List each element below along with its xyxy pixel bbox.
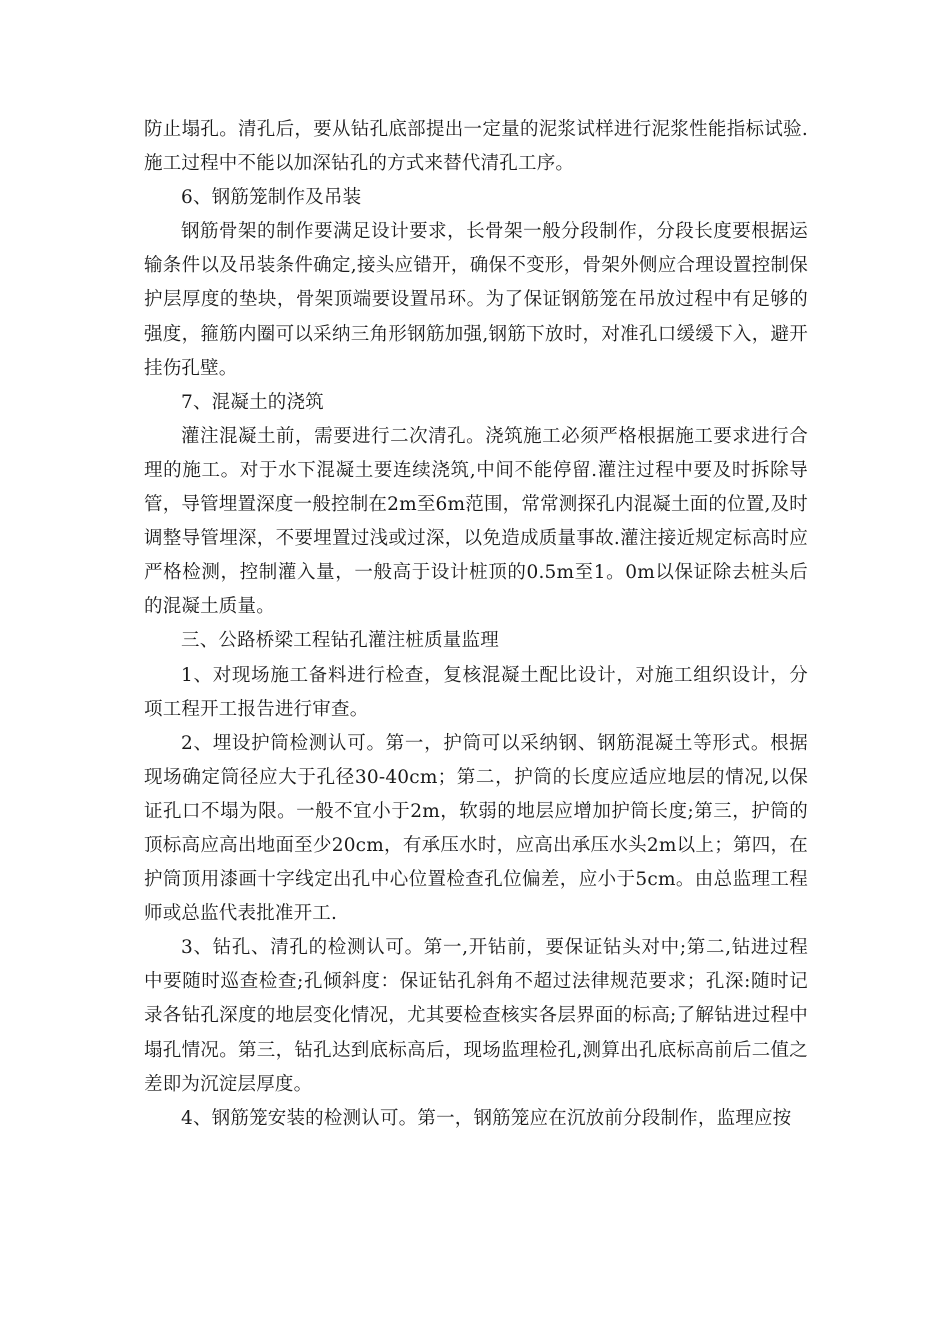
paragraph-item-4: 4、钢筋笼安装的检测认可。第一，钢筋笼应在沉放前分段制作，监理应按: [181, 1107, 792, 1129]
paragraph-item-1: 1、对现场施工备料进行检查，复核混凝土配比设计，对施工组织设计，分项工程开工报告进行审查。: [144, 664, 808, 720]
paragraph-item-3: 3、钻孔、清孔的检测认可。第一,开钻前，要保证钻头对中;第二,钻进过程中要随时巡查检查;孔倾斜度：保证钻孔斜角不超过法律规范要求；孔深:随时记录各钻孔深度的地层变化情况，尤其要检查核实各层界面的标高;了解钻进过程中塌孔情况。第三，钻孔达到底标高后，现场监理检孔,测算出孔底标高前后二值之差即为沉淀层厚度。: [144, 937, 808, 1095]
paragraph-rebar-cage: 钢筋骨架的制作要满足设计要求，长骨架一般分段制作，分段长度要根据运输条件以及吊装条件确定,接头应错开，确保不变形，骨架外侧应合理设置控制保护层厚度的垫块，骨架顶端要设置吊环。为了保证钢筋笼在吊放过程中有足够的强度，箍筋内圈可以采纳三角形钢筋加强,钢筋下放时，对准孔口缓缓下入，避开挂伤孔壁。: [144, 221, 808, 379]
document-body: [144, 113, 808, 1136]
paragraph-item-2: 2、埋设护筒检测认可。第一，护筒可以采纳钢、钢筋混凝土等形式。根据现场确定筒径应大于孔径30-40cm；第二，护筒的长度应适应地层的情况,以保证孔口不塌为限。一般不宜小于2m，软弱的地层应增加护筒长度;第三，护筒的顶标高应高出地面至少20cm，有承压水时，应高出承压水头2m以上；第四，在护筒顶用漆画十字线定出孔中心位置检查孔位偏差，应小于5cm。由总监理工程师或总监代表批准开工.: [144, 732, 808, 925]
heading-concrete-pouring: 7、混凝土的浇筑: [181, 391, 324, 413]
heading-rebar-cage: 6、钢筋笼制作及吊装: [181, 187, 362, 209]
paragraph-concrete-pouring: 灌注混凝土前，需要进行二次清孔。浇筑施工必须严格根据施工要求进行合理的施工。对于水下混凝土要连续浇筑,中间不能停留.灌注过程中要及时拆除导管，导管埋置深度一般控制在2m至6m范围，常常测探孔内混凝土面的位置,及时调整导管埋深，不要埋置过浅或过深，以免造成质量事故.灌注接近规定标高时应严格检测，控制灌入量，一般高于设计桩顶的0.5m至1。0m以保证除去桩头后的混凝土质量。: [144, 425, 808, 618]
heading-quality-supervision: 三、公路桥梁工程钻孔灌注桩质量监理: [181, 630, 499, 652]
paragraph-hole-cleaning: 防止塌孔。清孔后，要从钻孔底部提出一定量的泥浆试样进行泥浆性能指标试验.施工过程中不能以加深钻孔的方式来替代清孔工序。: [144, 119, 808, 175]
